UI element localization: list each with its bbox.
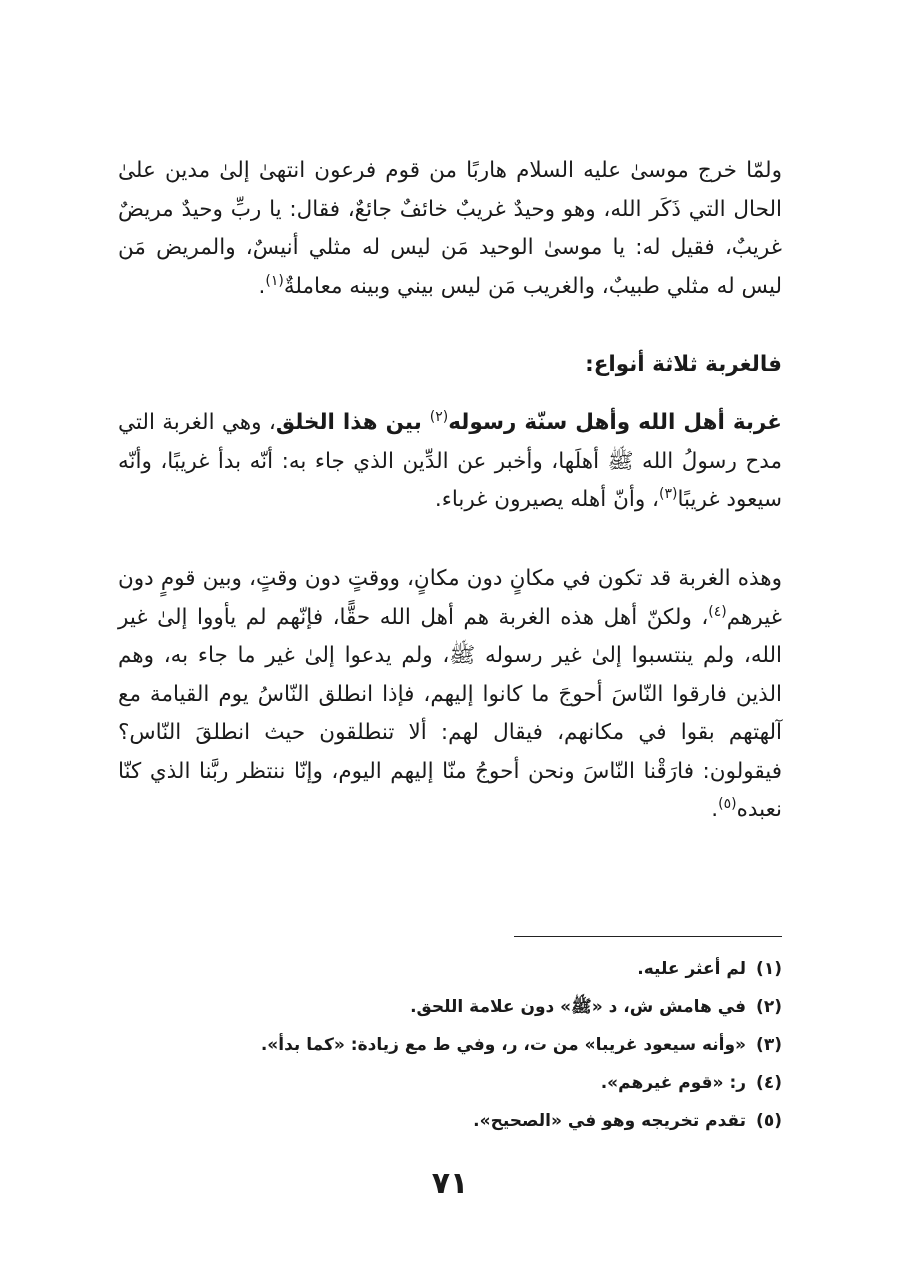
paragraph-3-text-2: ، ولكنّ أهل هذه الغربة هم أهل الله حقًّا، فإنّهم لم يأووا إلىٰ غير الله، ولم ينتسبوا إلىٰ غير رسوله ﷺ، ولم يدعوا إلىٰ غير ما جاء به، وهم الذين فارقوا النّاسَ أحوجَ ما كانوا إليهم، فإذا انطلق النّاسُ يوم القيامة مع آلهتهم بقوا في مكانهم، فيقال لهم: ألا تنطلقون حيث انطلقَ النّاس؟ فيقولون: فارَقْنا النّاسَ ونحن أحوجُ منّا إليهم اليوم، وإنّا ننتظر ربَّنا الذي كنّا نعبده [118, 604, 782, 822]
footnote-text: «وأنه سيعود غريبا» من ت، ر، وفي ط مع زيادة: «كما بدأ». [260, 1035, 747, 1055]
paragraph-1 [118, 152, 782, 306]
footnote-number: (٤) [756, 1073, 782, 1093]
footnote-ref-1: (١) [265, 272, 284, 289]
paragraph-2-bold-mid: بين هذا الخلق [275, 410, 430, 435]
paragraph-2-end: ، وأنّ أهله يصيرون غرباء. [434, 487, 659, 512]
footnote-item [118, 950, 782, 988]
footnote-text: تقدم تخريجه وهو في «الصحيح». [473, 1111, 747, 1131]
footnotes-list [118, 950, 782, 1140]
paragraph-2 [118, 404, 782, 520]
page-number: ٧١ [431, 1166, 469, 1201]
paragraph-2-text: ، وهي الغربة التي مدح رسولُ الله ﷺ أهلَها، وأخبر عن الدِّين الذي جاء به: أنّه بدأ غريبًا، وأنّه سيعود غريبًا [118, 410, 782, 512]
footnote-ref-5: (٥) [718, 795, 737, 812]
paragraph-3 [118, 560, 782, 830]
footnote-text: في هامش ش، د «ﷺ» دون علامة اللحق. [410, 997, 747, 1017]
footnote-number: (٣) [756, 1035, 782, 1055]
footnote-ref-3: (٣) [659, 485, 678, 502]
paragraph-1-text: ولمّا خرج موسىٰ عليه السلام هاربًا من قوم فرعون انتهىٰ إلىٰ مدين علىٰ الحال التي ذَكَر الله، وهو وحيدٌ غريبٌ خائفٌ جائعٌ، فقال: يا ربِّ وحيدٌ مريضٌ غريبٌ، فقيل له: يا موسىٰ الوحيد مَن ليس له مثلي أنيسٌ، والمريض مَن ليس له مثلي طبيبٌ، والغريب مَن ليس بيني وبينه معاملةٌ [118, 158, 782, 299]
footnote-text: لم أعثر عليه. [637, 959, 747, 979]
paragraph-3-text-1: وهذه الغربة قد تكون في مكانٍ دون مكانٍ، ووقتٍ دون وقتٍ، وبين قومٍ دون غيرهم [118, 566, 782, 630]
footnote-ref-2: (٢) [429, 408, 449, 425]
footnote-divider [514, 936, 782, 937]
footnote-text: ر: «قوم غيرهم». [600, 1073, 747, 1093]
paragraph-2-bold-lead: غربة أهل الله وأهل سنّة رسوله [448, 410, 782, 435]
footnote-number: (٥) [756, 1111, 782, 1131]
footnote-item [118, 1026, 782, 1064]
footnote-item [118, 1064, 782, 1102]
footnote-number: (١) [756, 959, 782, 979]
footnote-ref-4: (٤) [708, 603, 727, 620]
paragraph-3-end: . [711, 797, 719, 822]
section-heading: فالغربة ثلاثة أنواع: [585, 352, 782, 377]
footnote-item [118, 1102, 782, 1140]
footnote-item [118, 988, 782, 1026]
footnote-number: (٢) [756, 997, 782, 1017]
paragraph-1-end: . [258, 273, 266, 299]
